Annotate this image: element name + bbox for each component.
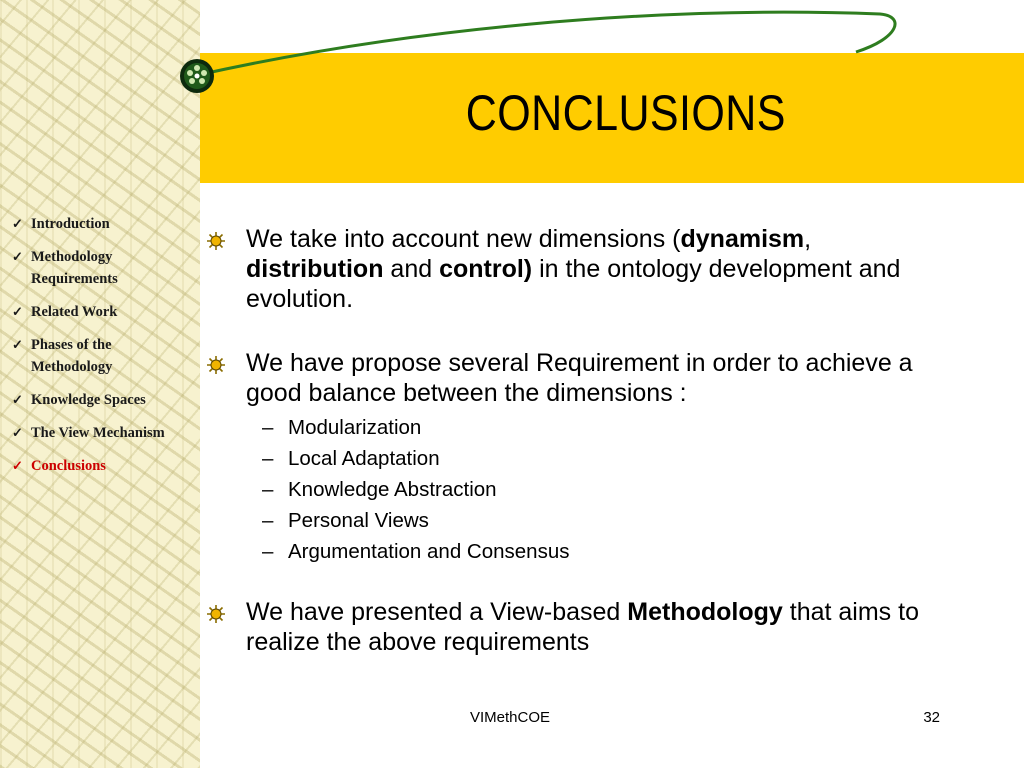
checkmark-icon: ✓: [12, 458, 23, 473]
bold-distribution: distribution: [246, 255, 384, 283]
sub-bullet-list: [246, 412, 946, 567]
starburst-bullet-icon: [206, 348, 246, 567]
sidebar-item-label: Conclusions: [31, 458, 106, 474]
list-item: – Modularization: [262, 416, 422, 439]
slide-number: 32: [923, 709, 940, 726]
list-item: – Knowledge Abstraction: [262, 478, 497, 501]
sidebar-item-introduction[interactable]: [12, 213, 198, 235]
starburst-bullet-icon: [206, 597, 246, 657]
checkmark-icon: ✓: [12, 425, 23, 440]
bullet-item: [206, 224, 946, 314]
sidebar-item-label: Phases of the Methodology: [31, 337, 113, 375]
list-item: – Local Adaptation: [262, 447, 440, 470]
starburst-bullet-icon: [206, 224, 246, 314]
slide-title: CONCLUSIONS: [465, 85, 786, 141]
bullet-text: We take into account new dimensions (dynamism, distribution and control) in the ontology development and evolution.: [246, 225, 901, 313]
bold-methodology: Methodology: [627, 598, 783, 626]
checkmark-icon: ✓: [12, 304, 23, 319]
checkmark-icon: ✓: [12, 392, 23, 407]
checkmark-icon: ✓: [12, 249, 23, 264]
sidebar-item-label: Related Work: [31, 304, 118, 320]
sidebar-item-label: The View Mechanism: [31, 425, 165, 441]
footer-label: VIMethCOE: [469, 709, 551, 726]
bullet-text: We have presented a View-based Methodology that aims to realize the above requirements: [246, 598, 919, 656]
sidebar-item-label: Knowledge Spaces: [31, 392, 146, 408]
sidebar-item-knowledge-spaces[interactable]: [12, 389, 198, 411]
sidebar-item-view-mechanism[interactable]: [12, 422, 198, 444]
sidebar-item-methodology-requirements[interactable]: [12, 246, 198, 290]
bold-control: control): [439, 255, 533, 283]
list-item: – Argumentation and Consensus: [262, 540, 570, 563]
sidebar-item-label: Methodology Requirements: [31, 249, 118, 287]
sidebar-item-conclusions[interactable]: [12, 455, 198, 477]
sidebar-item-label: Introduction: [31, 216, 110, 232]
bullet-text: We have propose several Requirement in order to achieve a good balance between the dimensions :: [246, 349, 913, 407]
sidebar-item-phases-of-methodology[interactable]: [12, 334, 198, 378]
sidebar-nav: [12, 213, 198, 488]
slide-body: [206, 224, 946, 675]
checkmark-icon: ✓: [12, 337, 23, 352]
bold-dynamism: dynamism: [680, 225, 805, 253]
checkmark-icon: ✓: [12, 216, 23, 231]
bullet-content: [246, 348, 946, 567]
bullet-item: [206, 348, 946, 567]
sidebar-item-related-work[interactable]: [12, 301, 198, 323]
list-item: – Personal Views: [262, 509, 429, 532]
bullet-item: [206, 597, 946, 657]
